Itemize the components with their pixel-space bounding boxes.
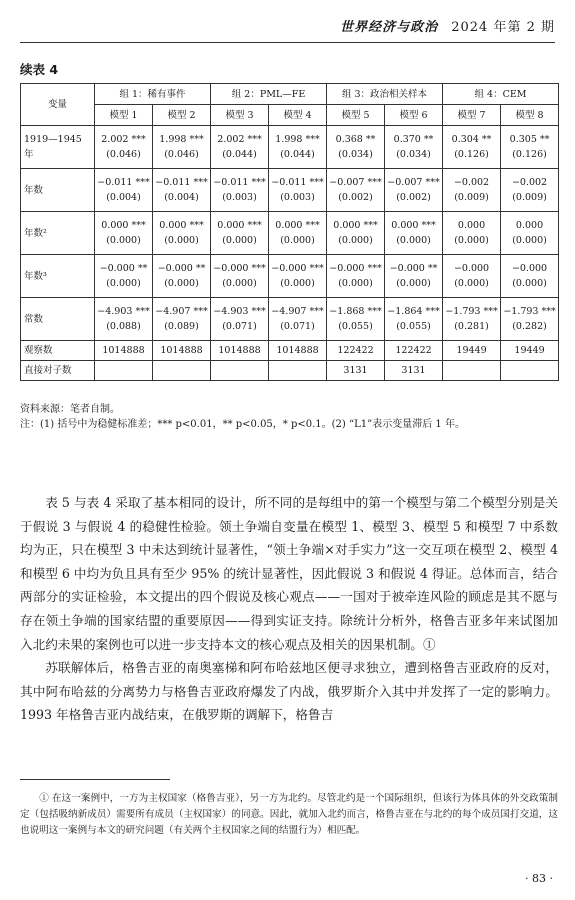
table-cell xyxy=(501,126,559,169)
table-cell xyxy=(269,255,327,298)
table-cell xyxy=(443,298,501,341)
coefficient: −0.007 *** xyxy=(387,177,440,188)
table-cell xyxy=(269,212,327,255)
coefficient: 0.000 xyxy=(515,220,544,231)
table-cell xyxy=(501,169,559,212)
row-label: 直接对子数 xyxy=(21,361,95,381)
coefficient: −0.000 xyxy=(511,263,548,274)
table-cell xyxy=(443,212,501,255)
table-cell xyxy=(95,212,153,255)
group-header: 组 2：PML—FE xyxy=(211,84,327,105)
table-cell: 19449 xyxy=(501,341,559,361)
coefficient: 2.002 *** xyxy=(217,134,262,145)
row-label: 年数² xyxy=(21,212,95,255)
coefficient: −4.903 *** xyxy=(97,306,150,317)
table-row xyxy=(21,126,559,169)
standard-error: (0.034) xyxy=(338,149,373,160)
standard-error: (0.004) xyxy=(106,192,141,203)
table-cell xyxy=(153,298,211,341)
table-cell xyxy=(211,126,269,169)
table-cell xyxy=(95,126,153,169)
standard-error: (0.000) xyxy=(396,278,431,289)
standard-error: (0.034) xyxy=(396,149,431,160)
coefficient: −0.000 ** xyxy=(99,263,148,274)
standard-error: (0.055) xyxy=(396,321,431,332)
coefficient: −4.903 *** xyxy=(213,306,266,317)
model-header: 模型 3 xyxy=(211,105,269,126)
group-header: 组 4：CEM xyxy=(443,84,559,105)
table-cell xyxy=(501,361,559,381)
coefficient: −0.000 *** xyxy=(213,263,266,274)
standard-error: (0.002) xyxy=(396,192,431,203)
standard-error: (0.282) xyxy=(512,321,547,332)
coefficient: −0.000 xyxy=(453,263,490,274)
coefficient: −0.011 *** xyxy=(97,177,150,188)
standard-error: (0.281) xyxy=(454,321,489,332)
table-cell: 1014888 xyxy=(211,341,269,361)
table-cell xyxy=(327,255,385,298)
standard-error: (0.000) xyxy=(512,235,547,246)
table-cell xyxy=(385,169,443,212)
table-cell xyxy=(95,255,153,298)
standard-error: (0.000) xyxy=(396,235,431,246)
table-cell xyxy=(443,255,501,298)
standard-error: (0.088) xyxy=(106,321,141,332)
row-label: 年数³ xyxy=(21,255,95,298)
standard-error: (0.000) xyxy=(280,278,315,289)
standard-error: (0.000) xyxy=(106,278,141,289)
model-header: 模型 2 xyxy=(153,105,211,126)
standard-error: (0.000) xyxy=(164,235,199,246)
table-cell xyxy=(385,255,443,298)
coefficient: 2.002 *** xyxy=(101,134,146,145)
coefficient: 0.000 *** xyxy=(217,220,262,231)
coefficient: −1.793 *** xyxy=(445,306,498,317)
table-cell xyxy=(443,169,501,212)
table-row xyxy=(21,298,559,341)
standard-error: (0.071) xyxy=(222,321,257,332)
footnote: ① 在这一案例中，一方为主权国家（格鲁吉亚），另一方为北约。尽管北约是一个国际组织，但该行为体具体的外交政策制定（包括吸纳新成员）需要所有成员（主权国家）的同意。因此，就加入北约而言，格鲁吉亚在与北约的每个成员国打交道，这也说明这一案例与本文的研究问题（有关两个主权国家之间的结盟行为）相匹配。 xyxy=(20,793,558,836)
table-cell xyxy=(443,361,501,381)
standard-error: (0.000) xyxy=(454,278,489,289)
standard-error: (0.000) xyxy=(512,278,547,289)
table-row-observations xyxy=(21,341,559,361)
table-cell xyxy=(211,361,269,381)
significance-note: 注：(1) 括号中为稳健标准差；*** p<0.01，** p<0.05，* p<0.1。(2) “L1”表示变量滞后 1 年。 xyxy=(20,419,465,430)
standard-error: (0.044) xyxy=(222,149,257,160)
standard-error: (0.126) xyxy=(454,149,489,160)
table-cell xyxy=(385,298,443,341)
coefficient: 1.998 *** xyxy=(159,134,204,145)
table-cell: 1014888 xyxy=(95,341,153,361)
table-cell: 122422 xyxy=(327,341,385,361)
coefficient: 0.000 *** xyxy=(391,220,436,231)
coefficient: −1.793 *** xyxy=(503,306,556,317)
standard-error: (0.003) xyxy=(280,192,315,203)
coefficient: 0.000 *** xyxy=(101,220,146,231)
coefficient: 0.000 *** xyxy=(333,220,378,231)
table-cell xyxy=(327,212,385,255)
table-cell xyxy=(153,212,211,255)
table-cell: 1014888 xyxy=(269,341,327,361)
standard-error: (0.000) xyxy=(106,235,141,246)
page-number: · 83 · xyxy=(525,872,553,885)
coefficient: −0.002 xyxy=(453,177,490,188)
coefficient: −0.000 *** xyxy=(329,263,382,274)
model-header: 模型 6 xyxy=(385,105,443,126)
coefficient: 0.368 ** xyxy=(335,134,376,145)
coefficient: 0.370 ** xyxy=(393,134,434,145)
table-cell xyxy=(211,169,269,212)
coefficient: −0.000 *** xyxy=(271,263,324,274)
paragraph: 苏联解体后，格鲁吉亚的南奥塞梯和阿布哈兹地区便寻求独立，遭到格鲁吉亚政府的反对，其中阿布哈兹的分离势力与格鲁吉亚政府爆发了内战，俄罗斯介入其中并发挥了一定的影响力。1993 年格鲁吉亚内战结束，在俄罗斯的调解下，格鲁吉 xyxy=(20,660,558,723)
table-cell: 19449 xyxy=(443,341,501,361)
coefficient: 0.000 *** xyxy=(275,220,320,231)
running-header xyxy=(20,16,555,38)
coefficient: −0.002 xyxy=(511,177,548,188)
row-label: 观察数 xyxy=(21,341,95,361)
coefficient: −1.868 *** xyxy=(329,306,382,317)
standard-error: (0.000) xyxy=(338,278,373,289)
table-title: 续表 4 xyxy=(20,62,59,77)
table-cell xyxy=(269,126,327,169)
source-note: 资料来源：笔者自制。 xyxy=(20,404,120,415)
table-cell xyxy=(211,212,269,255)
table-row xyxy=(21,169,559,212)
model-header: 模型 5 xyxy=(327,105,385,126)
standard-error: (0.055) xyxy=(338,321,373,332)
standard-error: (0.000) xyxy=(280,235,315,246)
standard-error: (0.000) xyxy=(454,235,489,246)
standard-error: (0.071) xyxy=(280,321,315,332)
group-header: 组 3：政治相关样本 xyxy=(327,84,443,105)
standard-error: (0.004) xyxy=(164,192,199,203)
standard-error: (0.046) xyxy=(106,149,141,160)
model-header: 模型 8 xyxy=(501,105,559,126)
coefficient: 0.000 xyxy=(457,220,486,231)
table-cell: 122422 xyxy=(385,341,443,361)
row-label: 1919—1945 年 xyxy=(21,126,95,169)
row-label: 年数 xyxy=(21,169,95,212)
body-text xyxy=(20,491,558,727)
model-header: 模型 4 xyxy=(269,105,327,126)
table-cell xyxy=(501,255,559,298)
table-cell xyxy=(95,361,153,381)
journal-logo: 世界经济与政治 xyxy=(340,20,439,35)
table-cell xyxy=(269,361,327,381)
table-cell xyxy=(385,212,443,255)
coefficient: −0.000 ** xyxy=(157,263,206,274)
table-cell xyxy=(443,126,501,169)
coefficient: −0.000 ** xyxy=(389,263,438,274)
variable-header: 变量 xyxy=(21,84,95,126)
standard-error: (0.089) xyxy=(164,321,199,332)
standard-error: (0.000) xyxy=(164,278,199,289)
table-cell xyxy=(327,298,385,341)
standard-error: (0.002) xyxy=(338,192,373,203)
paragraph: 表 5 与表 4 采取了基本相同的设计，所不同的是每组中的第一个模型与第二个模型分别是关于假说 3 与假说 4 的稳健性检验。领土争端自变量在模型 1、模型 3、模型 5 和模型 7 中系数均为正，只在模型 3 中未达到统计显著性，“领土争端×对手实力”这一交互项在模型 2、模型 4 和模型 6 中均为负且具有至少 95% 的统计显著性，因此假说 3 和假说 4 得证。总体而言，结合两部分的实证检验，本文提出的四个假说及核心观点——一国对于被牵连风险的顾虑是其不愿与存在领土争端的国家结盟的重要原因——得到实证支持。除统计分析外，格鲁吉亚多年来试图加入北约未果的案例也可以进一步支持本文的核心观点及相关的因果机制。① xyxy=(20,495,558,652)
issue-label: 2024 年第 2 期 xyxy=(451,20,555,35)
table-cell xyxy=(269,298,327,341)
coefficient: −0.007 *** xyxy=(329,177,382,188)
table-row-dyads xyxy=(21,361,559,381)
standard-error: (0.126) xyxy=(512,149,547,160)
standard-error: (0.000) xyxy=(222,278,257,289)
coefficient: 0.000 *** xyxy=(159,220,204,231)
table-cell xyxy=(211,255,269,298)
table-cell xyxy=(153,255,211,298)
standard-error: (0.003) xyxy=(222,192,257,203)
coefficient: −1.864 *** xyxy=(387,306,440,317)
coefficient: 0.304 ** xyxy=(451,134,492,145)
coefficient: −0.011 *** xyxy=(213,177,266,188)
standard-error: (0.044) xyxy=(280,149,315,160)
table-cell xyxy=(95,169,153,212)
standard-error: (0.046) xyxy=(164,149,199,160)
coefficient: −0.011 *** xyxy=(155,177,208,188)
table-cell xyxy=(95,298,153,341)
table-cell: 1014888 xyxy=(153,341,211,361)
coefficient: −4.907 *** xyxy=(271,306,324,317)
table-cell xyxy=(153,126,211,169)
row-label: 常数 xyxy=(21,298,95,341)
table-cell xyxy=(327,126,385,169)
coefficient: 1.998 *** xyxy=(275,134,320,145)
table-cell xyxy=(269,169,327,212)
table-cell xyxy=(501,212,559,255)
table-cell xyxy=(153,361,211,381)
coefficient: −0.011 *** xyxy=(271,177,324,188)
regression-table xyxy=(20,83,559,381)
standard-error: (0.000) xyxy=(338,235,373,246)
table-cell xyxy=(327,169,385,212)
coefficient: 0.305 ** xyxy=(509,134,550,145)
coefficient: −4.907 *** xyxy=(155,306,208,317)
table-row xyxy=(21,255,559,298)
table-cell: 3131 xyxy=(327,361,385,381)
table-row xyxy=(21,212,559,255)
table-cell xyxy=(385,126,443,169)
table-cell xyxy=(153,169,211,212)
standard-error: (0.009) xyxy=(454,192,489,203)
table-cell xyxy=(501,298,559,341)
journal-info xyxy=(340,16,555,35)
footnote-rule xyxy=(20,779,170,780)
table-notes xyxy=(20,402,558,432)
model-header: 模型 1 xyxy=(95,105,153,126)
model-header: 模型 7 xyxy=(443,105,501,126)
table-cell xyxy=(211,298,269,341)
standard-error: (0.009) xyxy=(512,192,547,203)
header-rule xyxy=(20,42,555,43)
standard-error: (0.000) xyxy=(222,235,257,246)
table-cell: 3131 xyxy=(385,361,443,381)
group-header: 组 1：稀有事件 xyxy=(95,84,211,105)
